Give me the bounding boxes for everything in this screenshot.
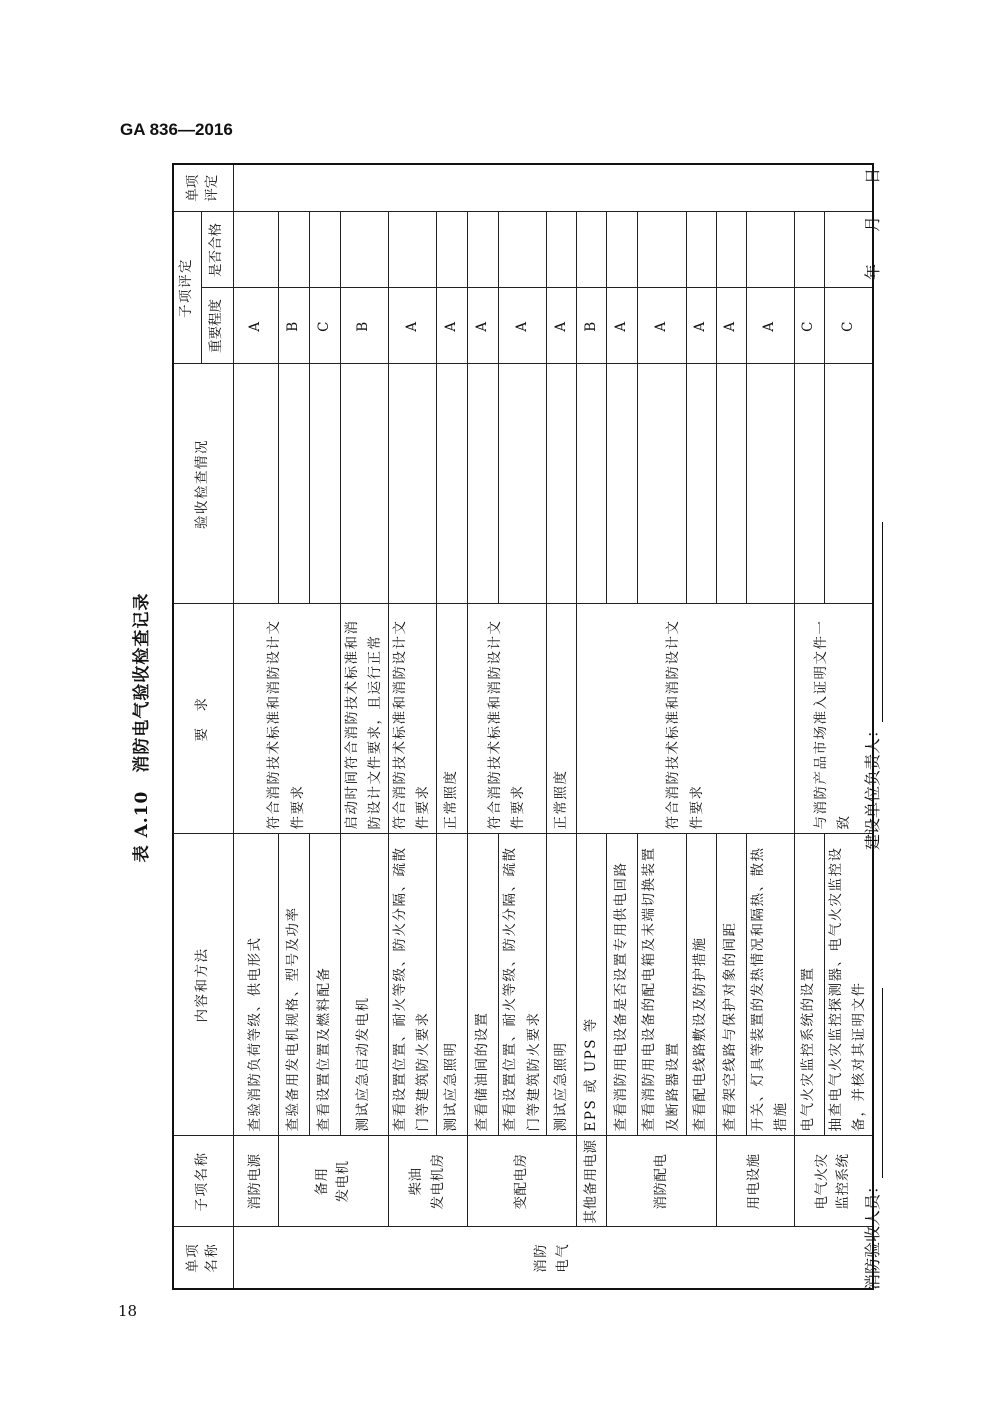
table-row	[233, 164, 278, 1289]
inspection-result-cell[interactable]	[499, 364, 547, 604]
importance-cell: C	[824, 288, 873, 364]
content-method-cell: 测试应急启动发电机	[340, 834, 388, 1136]
subitem-name-cell: 其他备用电源	[577, 1136, 607, 1227]
importance-cell: A	[746, 288, 794, 364]
rotated-form	[125, 165, 885, 1290]
table-title: 表 A.10 消防电气验收检查记录	[132, 592, 152, 863]
content-method-cell: 查验备用发电机规格、型号及功率	[278, 834, 309, 1136]
qualified-cell[interactable]	[794, 212, 824, 288]
inspection-result-cell[interactable]	[716, 364, 746, 604]
qualified-cell[interactable]	[388, 212, 436, 288]
content-method-cell: 抽查电气火灾监控探测器、电气火灾监控设备，并核对其证明文件	[824, 834, 873, 1136]
inspector-signature-line	[864, 988, 883, 1178]
importance-cell: A	[233, 288, 278, 364]
requirement-cell: 启动时间符合消防技术标准和消防设计文件要求，且运行正常	[340, 604, 388, 834]
importance-cell: C	[794, 288, 824, 364]
table-row	[388, 164, 436, 1289]
qualified-cell[interactable]	[547, 212, 577, 288]
content-method-cell: 查看消防用电设备的配电箱及末端切换装置及断路器设置	[638, 834, 686, 1136]
header-requirement: 要 求	[173, 604, 233, 834]
owner-signature-line	[864, 522, 883, 722]
content-method-cell: 查看设置位置、耐火等级、防火分隔、疏散门等建筑防火要求	[499, 834, 547, 1136]
content-method-cell: 查看储油间的设置	[468, 834, 499, 1136]
signature-row	[860, 165, 884, 1290]
qualified-cell[interactable]	[499, 212, 547, 288]
content-method-cell: 电气火灾监控系统的设置	[794, 834, 824, 1136]
content-method-cell: 测试应急照明	[547, 834, 577, 1136]
qualified-cell[interactable]	[468, 212, 499, 288]
requirement-cell: 符合消防技术标准和消防设计文件要求	[388, 604, 436, 834]
subitem-name-cell: 变配电房	[468, 1136, 577, 1227]
inspection-result-cell[interactable]	[577, 364, 607, 604]
subitem-name-cell: 电气火灾 监控系统	[794, 1136, 873, 1227]
inspection-result-cell[interactable]	[638, 364, 686, 604]
header-inspection: 验收检查情况	[173, 364, 233, 604]
inspection-result-cell[interactable]	[233, 364, 278, 604]
importance-cell: A	[638, 288, 686, 364]
header-item-eval: 单项 评定	[173, 164, 233, 212]
requirement-cell: 符合消防技术标准和消防设计文件要求	[577, 604, 795, 834]
content-method-cell: 查验消防负荷等级、供电形式	[233, 834, 278, 1136]
owner-signature[interactable]	[860, 522, 883, 850]
importance-cell: A	[437, 288, 468, 364]
inspection-result-cell[interactable]	[468, 364, 499, 604]
qualified-cell[interactable]	[638, 212, 686, 288]
importance-cell: A	[686, 288, 716, 364]
header-subitem-name: 子项名称	[173, 1136, 233, 1227]
importance-cell: A	[468, 288, 499, 364]
subitem-name-cell: 柴油 发电机房	[388, 1136, 467, 1227]
table-row	[437, 164, 468, 1289]
item-name-cell: 消防 电气	[233, 1227, 873, 1289]
importance-cell: A	[388, 288, 436, 364]
table-row	[794, 164, 824, 1289]
subitem-name-cell: 备用 发电机	[278, 1136, 388, 1227]
inspection-result-cell[interactable]	[437, 364, 468, 604]
header-item-name: 单项 名称	[173, 1227, 233, 1289]
header-subitem-eval: 子项评定	[173, 212, 201, 364]
qualified-cell[interactable]	[437, 212, 468, 288]
subitem-name-cell: 用电设施	[716, 1136, 794, 1227]
page-number: 18	[118, 1302, 138, 1320]
item-eval-cell[interactable]	[233, 164, 873, 212]
content-method-cell: 查看设置位置及燃料配备	[309, 834, 340, 1136]
importance-cell: A	[547, 288, 577, 364]
importance-cell: C	[309, 288, 340, 364]
content-method-cell: EPS 或 UPS 等	[577, 834, 607, 1136]
table-row	[547, 164, 577, 1289]
inspection-result-cell[interactable]	[686, 364, 716, 604]
table-row	[340, 164, 388, 1289]
inspection-result-cell[interactable]	[794, 364, 824, 604]
content-method-cell: 查看架空线路与保护对象的间距	[716, 834, 746, 1136]
subitem-name-cell: 消防配电	[607, 1136, 716, 1227]
importance-cell: A	[716, 288, 746, 364]
inspection-result-cell[interactable]	[278, 364, 309, 604]
inspection-record-table	[172, 163, 874, 1290]
inspection-result-cell[interactable]	[309, 364, 340, 604]
qualified-cell[interactable]	[233, 212, 278, 288]
importance-cell: B	[577, 288, 607, 364]
header-importance: 重要程度	[201, 288, 233, 364]
qualified-cell[interactable]	[716, 212, 746, 288]
inspection-result-cell[interactable]	[607, 364, 638, 604]
inspection-result-cell[interactable]	[746, 364, 794, 604]
requirement-cell: 正常照度	[437, 604, 468, 834]
qualified-cell[interactable]	[577, 212, 607, 288]
importance-cell: B	[278, 288, 309, 364]
content-method-cell: 查看消防用电设备是否设置专用供电回路	[607, 834, 638, 1136]
content-method-cell: 查看配电线路敷设及防护措施	[686, 834, 716, 1136]
requirement-cell: 符合消防技术标准和消防设计文件要求	[233, 604, 340, 834]
table-body	[233, 164, 873, 1289]
inspection-result-cell[interactable]	[388, 364, 436, 604]
header-qualified: 是否合格	[201, 212, 233, 288]
importance-cell: B	[340, 288, 388, 364]
content-method-cell: 开关、灯具等装置的发热情况和隔热、散热措施	[746, 834, 794, 1136]
content-method-cell: 测试应急照明	[437, 834, 468, 1136]
requirement-cell: 与消防产品市场准入证明文件一致	[794, 604, 873, 834]
standard-number: GA 836—2016	[120, 120, 233, 139]
owner-label: 建设单位负责人：	[863, 721, 882, 850]
requirement-cell: 符合消防技术标准和消防设计文件要求	[468, 604, 547, 834]
importance-cell: A	[607, 288, 638, 364]
header-content-method: 内容和方法	[173, 834, 233, 1136]
qualified-cell[interactable]	[686, 212, 716, 288]
inspector-signature[interactable]	[860, 988, 883, 1290]
qualified-cell[interactable]	[746, 212, 794, 288]
inspection-result-cell[interactable]	[340, 364, 388, 604]
qualified-cell[interactable]	[278, 212, 309, 288]
qualified-cell[interactable]	[309, 212, 340, 288]
table-row	[468, 164, 499, 1289]
content-method-cell: 查看设置位置、耐火等级、防火分隔、疏散门等建筑防火要求	[388, 834, 436, 1136]
qualified-cell[interactable]	[340, 212, 388, 288]
inspector-label: 消防验收人员：	[863, 1177, 882, 1290]
table-row	[577, 164, 607, 1289]
importance-cell: A	[499, 288, 547, 364]
qualified-cell[interactable]	[607, 212, 638, 288]
requirement-cell: 正常照度	[547, 604, 577, 834]
subitem-name-cell: 消防电源	[233, 1136, 278, 1227]
inspection-result-cell[interactable]	[547, 364, 577, 604]
sign-date: 年 月 日	[863, 167, 882, 280]
